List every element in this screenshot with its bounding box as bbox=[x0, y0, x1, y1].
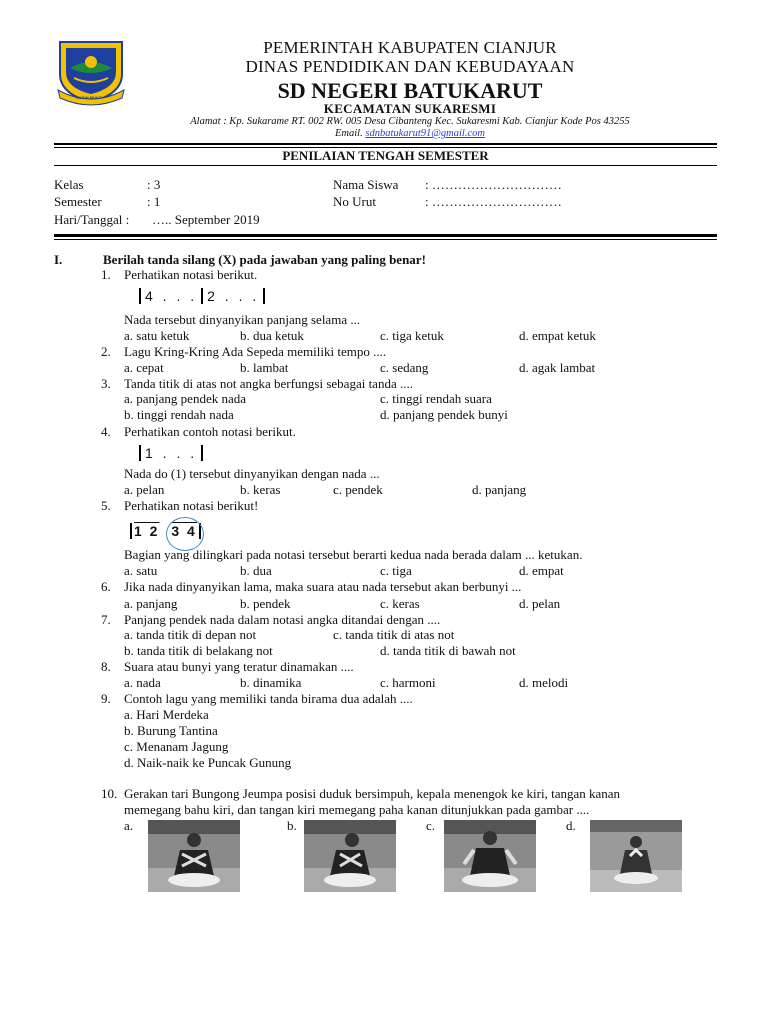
email-label: Email. bbox=[335, 128, 363, 139]
question-number: 4. bbox=[101, 424, 111, 439]
section-instruction: Berilah tanda silang (X) pada jawaban yang paling benar! bbox=[103, 252, 426, 267]
notation-q1: 4 . . . 2 . . . bbox=[135, 288, 269, 304]
question-text: Perhatikan notasi berikut. bbox=[124, 267, 258, 282]
option[interactable]: c. tiga bbox=[380, 563, 412, 578]
option[interactable]: b. tinggi rendah nada bbox=[124, 407, 234, 422]
option[interactable]: a. panjang bbox=[124, 596, 178, 611]
question-number: 10. bbox=[101, 786, 118, 801]
identity-divider-thin bbox=[54, 239, 717, 240]
option[interactable]: c. keras bbox=[380, 596, 420, 611]
identity-divider bbox=[54, 234, 717, 237]
option[interactable]: c. tanda titik di atas not bbox=[333, 627, 455, 642]
district-name: KECAMATAN SUKARESMI bbox=[323, 101, 497, 116]
title-divider bbox=[54, 165, 717, 166]
school-address: Alamat : Kp. Sukarame RT. 002 RW. 005 Desa Cibanteng Kec. Sukaresmi Kab. Cianjur Kode Pos 43255 bbox=[190, 116, 630, 127]
dancer-photo-c[interactable] bbox=[444, 820, 536, 892]
question-number: 8. bbox=[101, 659, 111, 674]
nama-label: Nama Siswa bbox=[333, 177, 399, 192]
notation-q4: 1 . . . bbox=[135, 445, 207, 461]
question-text-cont: memegang bahu kiri, dan tangan kiri memegang paha kanan ditunjukkan pada gambar .... bbox=[124, 802, 590, 817]
option[interactable]: a. satu bbox=[124, 563, 158, 578]
question-sub: Bagian yang dilingkari pada notasi tersebut berarti kedua nada berada dalam ... ketukan. bbox=[124, 547, 583, 562]
question-text: Jika nada dinyanyikan lama, maka suara atau nada tersebut akan berbunyi ... bbox=[124, 579, 522, 594]
email-link[interactable]: sdnbatukarut91@gmail.com bbox=[365, 128, 485, 139]
semester-label: Semester bbox=[54, 194, 102, 209]
option[interactable]: a. satu ketuk bbox=[124, 328, 190, 343]
question-text: Perhatikan contoh notasi berikut. bbox=[124, 424, 296, 439]
header-divider bbox=[54, 143, 717, 145]
semester-value: : 1 bbox=[147, 194, 161, 209]
question-number: 7. bbox=[101, 612, 111, 627]
option[interactable]: a. tanda titik di depan not bbox=[124, 627, 257, 642]
option[interactable]: b. Burung Tantina bbox=[124, 723, 218, 738]
option[interactable]: a. cepat bbox=[124, 360, 164, 375]
dancer-photo-d[interactable] bbox=[590, 820, 682, 892]
option[interactable]: b. pendek bbox=[240, 596, 291, 611]
notation-q5: 1 2 3 4 bbox=[126, 523, 205, 539]
question-text: Suara atau bunyi yang teratur dinamakan .... bbox=[124, 659, 354, 674]
question-text: Panjang pendek nada dalam notasi angka ditandai dengan .... bbox=[124, 612, 441, 627]
option[interactable]: b. dua ketuk bbox=[240, 328, 304, 343]
option[interactable]: b. tanda titik di belakang not bbox=[124, 643, 273, 658]
logo-motto: SUGIH MUKTI bbox=[76, 95, 103, 100]
header-line1: PEMERINTAH KABUPATEN CIANJUR bbox=[263, 38, 557, 57]
option[interactable]: b. bbox=[287, 818, 297, 833]
option[interactable]: c. tinggi rendah suara bbox=[380, 391, 492, 406]
dancer-photo-a[interactable] bbox=[148, 820, 240, 892]
notation-circle bbox=[166, 517, 204, 551]
question-sub: Nada do (1) tersebut dinyanyikan dengan nada ... bbox=[124, 466, 380, 481]
option[interactable]: d. panjang pendek bunyi bbox=[380, 407, 508, 422]
option[interactable]: d. tanda titik di bawah not bbox=[380, 643, 516, 658]
option[interactable]: a. panjang pendek nada bbox=[124, 391, 247, 406]
nourut-label: No Urut bbox=[333, 194, 376, 209]
question-text: Gerakan tari Bungong Jeumpa posisi duduk bersimpuh, kepala menengok ke kiri, tangan kanan bbox=[124, 786, 621, 801]
option[interactable]: c. bbox=[426, 818, 436, 833]
nourut-value: : ………………………… bbox=[425, 194, 562, 209]
dancer-photo-b[interactable] bbox=[304, 820, 396, 892]
option[interactable]: d. bbox=[566, 818, 576, 833]
option[interactable]: d. pelan bbox=[519, 596, 561, 611]
question-text: Lagu Kring-Kring Ada Sepeda memiliki tempo .... bbox=[124, 344, 387, 359]
school-email-line bbox=[130, 128, 690, 139]
option[interactable]: a. pelan bbox=[124, 482, 165, 497]
hari-value: ….. September 2019 bbox=[152, 212, 260, 227]
option[interactable]: b. keras bbox=[240, 482, 281, 497]
option[interactable]: a. bbox=[124, 818, 134, 833]
option[interactable]: c. harmoni bbox=[380, 675, 436, 690]
question-text: Tanda titik di atas not angka berfungsi sebagai tanda .... bbox=[124, 376, 413, 391]
header-line2: DINAS PENDIDIKAN DAN KEBUDAYAAN bbox=[245, 57, 575, 76]
option[interactable]: c. sedang bbox=[380, 360, 429, 375]
option[interactable]: a. nada bbox=[124, 675, 161, 690]
question-text: Contoh lagu yang memiliki tanda birama dua adalah .... bbox=[124, 691, 413, 706]
hari-label: Hari/Tanggal : bbox=[54, 212, 130, 227]
nama-value: : ………………………… bbox=[425, 177, 562, 192]
option[interactable]: d. Naik-naik ke Puncak Gunung bbox=[124, 755, 292, 770]
option[interactable]: d. empat ketuk bbox=[519, 328, 596, 343]
school-name: SD NEGERI BATUKARUT bbox=[277, 78, 543, 103]
section-number: I. bbox=[54, 252, 63, 267]
option[interactable]: b. dinamika bbox=[240, 675, 302, 690]
question-number: 1. bbox=[101, 267, 111, 282]
question-text: Perhatikan notasi berikut! bbox=[124, 498, 259, 513]
kelas-value: : 3 bbox=[147, 177, 161, 192]
question-number: 6. bbox=[101, 579, 111, 594]
option[interactable]: d. agak lambat bbox=[519, 360, 596, 375]
option[interactable]: d. empat bbox=[519, 563, 564, 578]
option[interactable]: d. melodi bbox=[519, 675, 569, 690]
option[interactable]: d. panjang bbox=[472, 482, 527, 497]
question-number: 9. bbox=[101, 691, 111, 706]
option[interactable]: b. dua bbox=[240, 563, 272, 578]
option[interactable]: a. Hari Merdeka bbox=[124, 707, 209, 722]
option[interactable]: c. tiga ketuk bbox=[380, 328, 444, 343]
option[interactable]: c. pendek bbox=[333, 482, 383, 497]
question-sub: Nada tersebut dinyanyikan panjang selama ... bbox=[124, 312, 361, 327]
kelas-label: Kelas bbox=[54, 177, 84, 192]
question-number: 5. bbox=[101, 498, 111, 513]
question-number: 2. bbox=[101, 344, 111, 359]
exam-title: PENILAIAN TENGAH SEMESTER bbox=[282, 148, 489, 163]
question-number: 3. bbox=[101, 376, 111, 391]
option[interactable]: b. lambat bbox=[240, 360, 289, 375]
option[interactable]: c. Menanam Jagung bbox=[124, 739, 229, 754]
